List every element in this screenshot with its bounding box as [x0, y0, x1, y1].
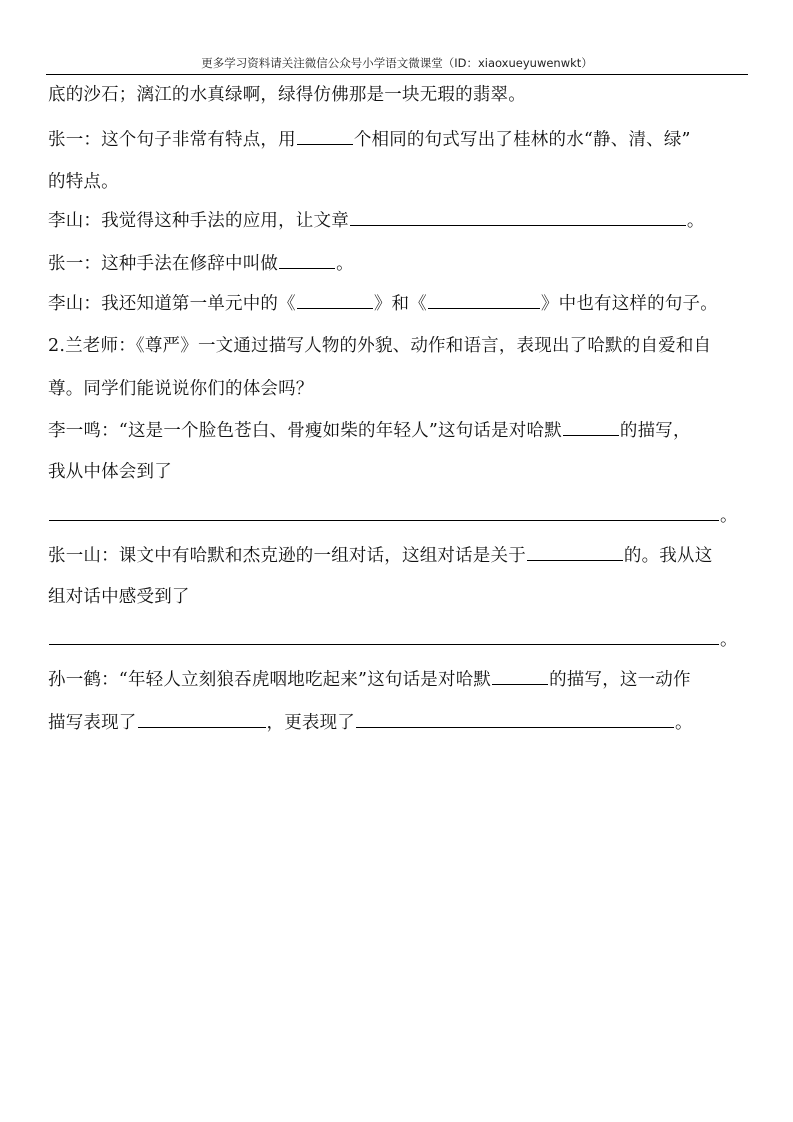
text-line-10 [48, 460, 172, 484]
text-line-2 [48, 127, 691, 151]
text-segment: 李一鸣：“这是一个脸色苍白、骨瘦如柴的年轻人”这句话是对哈默 [48, 421, 562, 441]
text-segment: 个相同的句式写出了桂林的水“静、清、绿” [353, 130, 691, 150]
text-segment: 描写表现了 [48, 713, 137, 733]
text-segment: 。 [336, 254, 354, 274]
answer-blank[interactable] [279, 251, 335, 269]
text-line-4 [48, 208, 705, 232]
answer-blank[interactable] [563, 418, 619, 436]
text-segment: ，更表现了 [266, 713, 355, 733]
text-line-9 [48, 418, 691, 442]
text-segment: 张一：这种手法在修辞中叫做 [48, 254, 279, 274]
answer-blank[interactable] [297, 291, 373, 309]
text-segment: 张一：这个句子非常有特点，用 [48, 130, 296, 150]
text-line-14 [48, 627, 738, 651]
question-heading: 2.兰老师：《尊严》一文通过描写人物的外貌、动作和语言，表现出了哈默的自爱和自 [48, 336, 712, 356]
answer-blank[interactable] [297, 127, 353, 145]
text-line-12 [48, 543, 712, 567]
text-segment: 张一山：课文中有哈默和杰克逊的一组对话，这组对话是关于 [48, 546, 526, 566]
text-line-13 [48, 585, 190, 609]
text-segment: 。 [675, 713, 693, 733]
answer-blank-long[interactable] [49, 627, 719, 645]
answer-blank[interactable] [350, 208, 686, 226]
text-line-7 [48, 334, 711, 358]
answer-blank[interactable] [356, 710, 674, 728]
text-segment: 。 [686, 211, 705, 231]
text-line-5 [48, 251, 354, 275]
page-header [46, 55, 748, 75]
answer-blank[interactable] [138, 710, 266, 728]
answer-blank[interactable] [527, 543, 623, 561]
text-segment: 。 [720, 506, 738, 526]
text-line-11 [48, 503, 738, 527]
text-line-8 [48, 377, 314, 401]
text-line-6 [48, 291, 718, 315]
text-segment: 底的沙石；漓江的水真绿啊，绿得仿佛那是一块无瑕的翡翠。 [48, 85, 526, 105]
text-segment: 李山：我觉得这种手法的应用，让文章 [48, 211, 349, 231]
text-segment: 的特点。 [48, 172, 119, 192]
text-segment: 。 [720, 630, 738, 650]
text-segment: 》和《 [373, 294, 427, 314]
text-segment: 的描写，这一动作 [549, 670, 691, 690]
answer-blank-long[interactable] [49, 503, 719, 521]
text-segment: 孙一鹤：“年轻人立刻狼吞虎咽地吃起来”这句话是对哈默 [48, 670, 492, 690]
text-segment: 的描写， [619, 421, 691, 441]
text-segment: 尊。同学们能说说你们的体会吗？ [48, 379, 314, 399]
text-line-15 [48, 667, 691, 691]
header-text: 更多学习资料请关注微信公众号小学语文微课堂（ID：xiaoxueyuwenwkt） [201, 56, 593, 70]
text-segment: 我从中体会到了 [48, 462, 172, 482]
text-segment: 》中也有这样的句子。 [540, 294, 718, 314]
text-segment: 组对话中感受到了 [48, 587, 190, 607]
text-line-3 [48, 170, 119, 194]
text-line-1 [48, 83, 526, 107]
text-segment: 的。我从这 [623, 546, 713, 566]
text-line-16 [48, 710, 693, 734]
text-segment: 李山：我还知道第一单元中的《 [48, 294, 296, 314]
answer-blank[interactable] [492, 667, 548, 685]
answer-blank[interactable] [428, 291, 540, 309]
